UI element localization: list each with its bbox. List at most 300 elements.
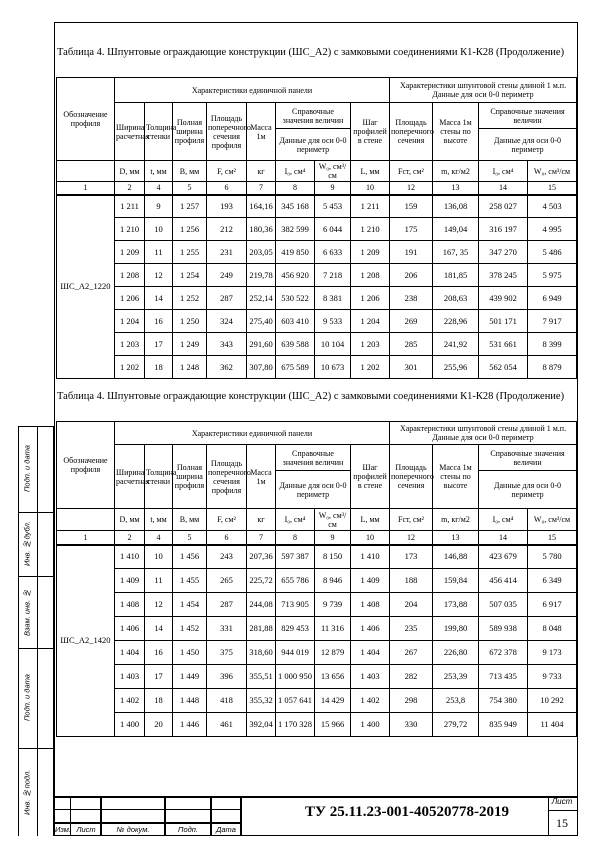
table-cell: 1 057 641: [276, 689, 315, 713]
sheet-number: 15: [556, 816, 568, 830]
hdr-width: Ширина расчетная: [115, 103, 145, 161]
table-cell: 12 879: [315, 641, 351, 665]
hdr-width: Ширина расчетная: [115, 445, 145, 509]
spec-table-2: [56, 421, 577, 737]
table-cell: 8 399: [528, 333, 577, 356]
stamp-sign-label: Подп.: [178, 825, 198, 834]
table-cell: 287: [207, 593, 247, 617]
table-row: [57, 310, 577, 333]
table-cell: 829 453: [276, 617, 315, 641]
table-cell: 253,39: [433, 665, 479, 689]
col-number: 7: [247, 531, 276, 545]
table-cell: 355,51: [247, 665, 276, 689]
unit-cell: B, мм: [173, 161, 207, 182]
table-cell: 362: [207, 356, 247, 379]
unit-cell: m, кг/м2: [433, 509, 479, 531]
table-cell: 1 452: [173, 617, 207, 641]
table-cell: 1 408: [115, 593, 145, 617]
unit-cell: m, кг/м2: [433, 161, 479, 182]
col-number: 15: [528, 531, 577, 545]
col-number: 15: [528, 182, 577, 195]
table-cell: 1 248: [173, 356, 207, 379]
table-cell: 14: [145, 287, 173, 310]
col-number: 4: [145, 182, 173, 195]
table-cell: 282: [390, 665, 433, 689]
unit-cell: F, см²: [207, 161, 247, 182]
table-cell: 9 739: [315, 593, 351, 617]
sidebar-orig-inv-no: Инв. №подл.: [22, 769, 32, 815]
table-cell: 149,04: [433, 218, 479, 241]
unit-cell: t, мм: [145, 161, 173, 182]
table-cell: 275,40: [247, 310, 276, 333]
col-number: 8: [276, 531, 315, 545]
table-cell: 159,84: [433, 569, 479, 593]
stamp-change-label: Изм.: [55, 825, 71, 834]
table-cell: 18: [145, 689, 173, 713]
table-cell: 1 204: [351, 310, 390, 333]
sidebar-sign-date-2: Подп. и дата: [22, 674, 32, 722]
table-cell: 281,88: [247, 617, 276, 641]
hdr-wall-axis: Данные для оси 0-0 периметр: [479, 471, 577, 509]
table-cell: 253,8: [433, 689, 479, 713]
table-cell: 18: [145, 356, 173, 379]
unit-cell: кг: [247, 509, 276, 531]
table-cell: 267: [390, 641, 433, 665]
table-cell: 10 292: [528, 689, 577, 713]
table-cell: 316 197: [479, 218, 528, 241]
hdr-wall-panel: Характеристики шпунтовой стены длиной 1 м.п. Данные для оси 0-0 периметр: [390, 78, 577, 103]
table-cell: 238: [390, 287, 433, 310]
unit-cell: I₀, см⁴: [479, 509, 528, 531]
table-cell: 6 633: [315, 241, 351, 264]
table-cell: 10: [145, 218, 173, 241]
col-number: 6: [207, 531, 247, 545]
table-cell: 713 435: [479, 665, 528, 689]
col-number: 12: [390, 531, 433, 545]
table-cell: 1 409: [351, 569, 390, 593]
table-cell: 252,14: [247, 287, 276, 310]
table-caption-2: Таблица 4. Шпунтовые ограждающие конструкции (ШС_А2) с замковыми соединениями К1-К28 (Продолжение): [57, 391, 565, 402]
table-cell: 378 245: [479, 264, 528, 287]
table-cell: 1 210: [115, 218, 145, 241]
table-row: [57, 569, 577, 593]
unit-cell: F, см²: [207, 509, 247, 531]
table-cell: 204: [390, 593, 433, 617]
profile-designation: ШС_А2_1420: [57, 545, 115, 737]
column-number-row: [57, 531, 577, 545]
hdr-ref: Справочные значения величин: [276, 445, 351, 471]
table-cell: 1 456: [173, 545, 207, 569]
table-cell: 146,88: [433, 545, 479, 569]
col-number: 12: [390, 182, 433, 195]
table-cell: 249: [207, 264, 247, 287]
table-cell: 1 403: [351, 665, 390, 689]
profile-designation: ШС_А2_1220: [57, 195, 115, 379]
table-cell: 10: [145, 545, 173, 569]
table-row: [57, 617, 577, 641]
unit-cell: I₀, см⁴: [276, 161, 315, 182]
table-cell: 1 206: [115, 287, 145, 310]
unit-cell: I₀, см⁴: [276, 509, 315, 531]
table-cell: 241,92: [433, 333, 479, 356]
table-row: [57, 333, 577, 356]
table-cell: 199,80: [433, 617, 479, 641]
table-cell: 1 400: [115, 713, 145, 737]
table-caption-1: Таблица 4. Шпунтовые ограждающие конструкции (ШС_А2) с замковыми соединениями К1-К28 (Продолжение): [57, 47, 565, 58]
table-cell: 1 448: [173, 689, 207, 713]
table-cell: 11 316: [315, 617, 351, 641]
table-cell: 4 995: [528, 218, 577, 241]
table-cell: 8 946: [315, 569, 351, 593]
table-cell: 8 150: [315, 545, 351, 569]
table-cell: 1 206: [351, 287, 390, 310]
table-row: [57, 689, 577, 713]
table-cell: 1 257: [173, 195, 207, 218]
table-cell: 375: [207, 641, 247, 665]
col-number: 14: [479, 182, 528, 195]
unit-cell: I₀, см⁴: [479, 161, 528, 182]
document-number: ТУ 25.11.23-001-40520778-2019: [305, 804, 509, 820]
hdr-thickness: Толщина стенки: [145, 103, 173, 161]
hdr-designation: Обозначение профиля: [57, 422, 115, 509]
hdr-pitch: Шаг профилей в стене: [351, 103, 390, 161]
hdr-wall-mass: Масса 1м стены по высоте: [433, 445, 479, 509]
table-cell: 181,85: [433, 264, 479, 287]
table-cell: 208,63: [433, 287, 479, 310]
table-cell: 419 850: [276, 241, 315, 264]
table-cell: 10 673: [315, 356, 351, 379]
table-cell: 382 599: [276, 218, 315, 241]
col-number: 13: [433, 182, 479, 195]
table-cell: 17: [145, 333, 173, 356]
table-cell: 16: [145, 310, 173, 333]
hdr-wall-mass: Масса 1м стены по высоте: [433, 103, 479, 161]
sheet-label: Лист: [551, 797, 573, 806]
table-cell: 243: [207, 545, 247, 569]
table-row: [57, 241, 577, 264]
table-cell: 11 404: [528, 713, 577, 737]
table-cell: 10 104: [315, 333, 351, 356]
table-row: [57, 264, 577, 287]
table-cell: 11: [145, 569, 173, 593]
table-cell: 9 173: [528, 641, 577, 665]
table-cell: 231: [207, 241, 247, 264]
table-cell: 330: [390, 713, 433, 737]
table-cell: 396: [207, 665, 247, 689]
hdr-thickness: Толщина стенки: [145, 445, 173, 509]
table-cell: 9 733: [528, 665, 577, 689]
table-cell: 1 410: [351, 545, 390, 569]
hdr-pitch: Шаг профилей в стене: [351, 445, 390, 509]
hdr-mass: Масса 1м: [247, 103, 276, 161]
table-cell: 258 027: [479, 195, 528, 218]
col-number: 13: [433, 531, 479, 545]
table-cell: 562 054: [479, 356, 528, 379]
col-number: 4: [145, 531, 173, 545]
table-cell: 7 218: [315, 264, 351, 287]
table-cell: 589 938: [479, 617, 528, 641]
table-cell: 1 404: [351, 641, 390, 665]
hdr-wall-panel: Характеристики шпунтовой стены длиной 1 м.п. Данные для оси 0-0 периметр: [390, 422, 577, 445]
table-cell: 603 410: [276, 310, 315, 333]
table-cell: 1 406: [351, 617, 390, 641]
unit-cell: B, мм: [173, 509, 207, 531]
table-cell: 530 522: [276, 287, 315, 310]
table-cell: 7 917: [528, 310, 577, 333]
stamp-top-rule: [54, 796, 578, 798]
units-row: [57, 509, 577, 531]
table-cell: 12: [145, 593, 173, 617]
table-cell: 1 209: [115, 241, 145, 264]
table-cell: 228,96: [433, 310, 479, 333]
unit-cell: W₀, см³/см: [528, 509, 577, 531]
table-cell: 343: [207, 333, 247, 356]
table-cell: 8 048: [528, 617, 577, 641]
table-cell: 5 453: [315, 195, 351, 218]
table-cell: 1 410: [115, 545, 145, 569]
table-cell: 1 402: [115, 689, 145, 713]
table-cell: 1 450: [173, 641, 207, 665]
binding-sidebar: [18, 426, 54, 836]
table-cell: 639 588: [276, 333, 315, 356]
table-cell: 1 211: [115, 195, 145, 218]
table-cell: 265: [207, 569, 247, 593]
table-cell: 318,60: [247, 641, 276, 665]
table-cell: 5 486: [528, 241, 577, 264]
table-cell: 17: [145, 665, 173, 689]
table-cell: 13 656: [315, 665, 351, 689]
hdr-wall-area: Площадь поперечного сечения: [390, 445, 433, 509]
table-cell: 347 270: [479, 241, 528, 264]
unit-cell: L, мм: [351, 509, 390, 531]
hdr-full-width: Полная ширина профиля: [173, 103, 207, 161]
table-row: [57, 218, 577, 241]
table-row: [57, 665, 577, 689]
col-number: 9: [315, 531, 351, 545]
hdr-area: Площадь поперечного сечения профиля: [207, 103, 247, 161]
table-cell: 5 780: [528, 545, 577, 569]
hdr-wall-axis: Данные для оси 0-0 периметр: [479, 129, 577, 161]
table-cell: 173: [390, 545, 433, 569]
unit-cell: W₀, см³/см: [315, 509, 351, 531]
unit-cell: t, мм: [145, 509, 173, 531]
table-cell: 507 035: [479, 593, 528, 617]
column-number-row: [57, 182, 577, 195]
table-cell: 225,72: [247, 569, 276, 593]
table-cell: 1 404: [115, 641, 145, 665]
table-cell: 188: [390, 569, 433, 593]
col-number: 5: [173, 182, 207, 195]
col-number: 10: [351, 182, 390, 195]
table-cell: 1 254: [173, 264, 207, 287]
table-cell: 235: [390, 617, 433, 641]
unit-cell: Fст, см²: [390, 509, 433, 531]
table-cell: 1 403: [115, 665, 145, 689]
table-cell: 418: [207, 689, 247, 713]
col-number: 7: [247, 182, 276, 195]
table-cell: 655 786: [276, 569, 315, 593]
table-cell: 203,05: [247, 241, 276, 264]
hdr-designation: Обозначение профиля: [57, 78, 115, 161]
stamp-date-label: Дата: [216, 825, 236, 834]
sidebar-dup-inv-no: Инв. №дубл.: [22, 521, 32, 567]
col-number: 1: [57, 182, 115, 195]
table-cell: 255,96: [433, 356, 479, 379]
table-cell: 1 208: [115, 264, 145, 287]
table-cell: 212: [207, 218, 247, 241]
table-cell: 944 019: [276, 641, 315, 665]
table-cell: 835 949: [479, 713, 528, 737]
unit-cell: D, мм: [115, 509, 145, 531]
table-cell: 12: [145, 264, 173, 287]
table-cell: 1 250: [173, 310, 207, 333]
table-cell: 501 171: [479, 310, 528, 333]
table-cell: 1 202: [115, 356, 145, 379]
col-number: 1: [57, 531, 115, 545]
hdr-unit-panel: Характеристики единичной панели: [115, 78, 390, 103]
table-cell: 1 210: [351, 218, 390, 241]
table-cell: 206: [390, 264, 433, 287]
hdr-wall-ref: Справочные значения величин: [479, 103, 577, 129]
stamp-row-line: [54, 822, 240, 824]
table-row: [57, 356, 577, 379]
table-cell: 1 202: [351, 356, 390, 379]
spec-table-1: [56, 77, 577, 379]
table-cell: 392,04: [247, 713, 276, 737]
col-number: 14: [479, 531, 528, 545]
table-cell: 291,60: [247, 333, 276, 356]
table-row: [57, 713, 577, 737]
table-cell: 136,08: [433, 195, 479, 218]
table-cell: 6 917: [528, 593, 577, 617]
table-cell: 6 349: [528, 569, 577, 593]
hdr-mass: Масса 1м: [247, 445, 276, 509]
table-cell: 1 255: [173, 241, 207, 264]
hdr-unit-panel: Характеристики единичной панели: [115, 422, 390, 445]
unit-cell: L, мм: [351, 161, 390, 182]
hdr-wall-ref: Справочные значения величин: [479, 445, 577, 471]
table-cell: 207,36: [247, 545, 276, 569]
table-cell: 159: [390, 195, 433, 218]
col-number: 2: [115, 531, 145, 545]
table-cell: 461: [207, 713, 247, 737]
table-cell: 675 589: [276, 356, 315, 379]
hdr-axis: Данные для оси 0-0 периметр: [276, 129, 351, 161]
table-cell: 1 408: [351, 593, 390, 617]
col-number: 8: [276, 182, 315, 195]
table-cell: 1 252: [173, 287, 207, 310]
table-cell: 1 209: [351, 241, 390, 264]
table-cell: 164,16: [247, 195, 276, 218]
table-cell: 324: [207, 310, 247, 333]
table-cell: 1 204: [115, 310, 145, 333]
table-cell: 597 387: [276, 545, 315, 569]
table-cell: 1 000 950: [276, 665, 315, 689]
table-cell: 8 879: [528, 356, 577, 379]
table-cell: 1 409: [115, 569, 145, 593]
hdr-area: Площадь поперечного сечения профиля: [207, 445, 247, 509]
table-cell: 226,80: [433, 641, 479, 665]
unit-cell: Fст, см²: [390, 161, 433, 182]
unit-cell: D, мм: [115, 161, 145, 182]
stamp-row-line: [54, 809, 240, 810]
table-cell: 345 168: [276, 195, 315, 218]
table-cell: 269: [390, 310, 433, 333]
table-cell: 175: [390, 218, 433, 241]
table-cell: 754 380: [479, 689, 528, 713]
table-cell: 456 920: [276, 264, 315, 287]
table-cell: 15 966: [315, 713, 351, 737]
hdr-wall-area: Площадь поперечного сечения: [390, 103, 433, 161]
table-cell: 307,80: [247, 356, 276, 379]
table-cell: 298: [390, 689, 433, 713]
table-cell: 8 381: [315, 287, 351, 310]
table-cell: 1 203: [115, 333, 145, 356]
table-cell: 9: [145, 195, 173, 218]
table-cell: 287: [207, 287, 247, 310]
unit-cell: W₀, см³/см: [528, 161, 577, 182]
table-cell: 423 679: [479, 545, 528, 569]
table-cell: 5 975: [528, 264, 577, 287]
table-cell: 14 429: [315, 689, 351, 713]
table-cell: 6 949: [528, 287, 577, 310]
hdr-axis: Данные для оси 0-0 периметр: [276, 471, 351, 509]
hdr-ref: Справочные значения величин: [276, 103, 351, 129]
table-cell: 1 402: [351, 689, 390, 713]
hdr-full-width: Полная ширина профиля: [173, 445, 207, 509]
table-cell: 180,36: [247, 218, 276, 241]
table-cell: 1 449: [173, 665, 207, 689]
table-cell: 193: [207, 195, 247, 218]
table-cell: 11: [145, 241, 173, 264]
units-row: [57, 161, 577, 182]
table-row: [57, 593, 577, 617]
table-cell: 1 256: [173, 218, 207, 241]
table-row: [57, 545, 577, 569]
col-number: 6: [207, 182, 247, 195]
table-cell: 244,08: [247, 593, 276, 617]
sidebar-value-column: [36, 426, 54, 836]
table-cell: 191: [390, 241, 433, 264]
table-cell: 301: [390, 356, 433, 379]
table-row: [57, 287, 577, 310]
table-cell: 456 414: [479, 569, 528, 593]
table-cell: 672 378: [479, 641, 528, 665]
col-number: 9: [315, 182, 351, 195]
col-number: 2: [115, 182, 145, 195]
table-cell: 331: [207, 617, 247, 641]
table-cell: 1 406: [115, 617, 145, 641]
col-number: 5: [173, 531, 207, 545]
table-cell: 6 044: [315, 218, 351, 241]
table-cell: 1 249: [173, 333, 207, 356]
table-cell: 1 170 328: [276, 713, 315, 737]
table-cell: 355,32: [247, 689, 276, 713]
sidebar-replace-inv-no: Взам. инв. №: [22, 588, 32, 636]
table-cell: 531 661: [479, 333, 528, 356]
table-cell: 9 533: [315, 310, 351, 333]
table-cell: 285: [390, 333, 433, 356]
table-cell: 4 503: [528, 195, 577, 218]
table-row: [57, 641, 577, 665]
stamp-doc-label: № докум.: [116, 825, 150, 834]
table-cell: 173,88: [433, 593, 479, 617]
table-cell: 1 454: [173, 593, 207, 617]
title-block: [54, 796, 578, 836]
table-cell: 1 208: [351, 264, 390, 287]
table-cell: 16: [145, 641, 173, 665]
table-cell: 1 211: [351, 195, 390, 218]
